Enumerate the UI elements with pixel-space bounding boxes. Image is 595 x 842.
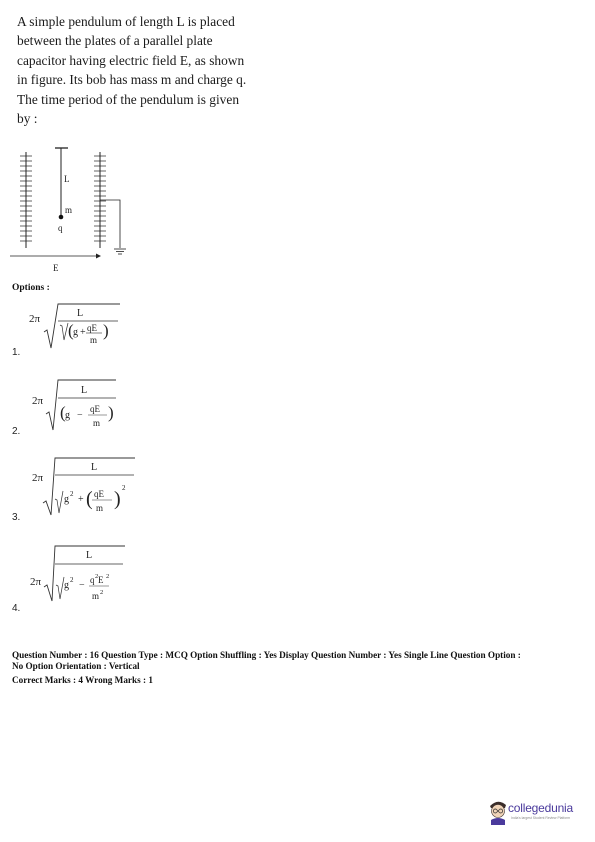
question-line: A simple pendulum of length L is placed bbox=[17, 14, 235, 29]
formula-qE: qE bbox=[94, 489, 104, 499]
svg-text:): ) bbox=[114, 488, 121, 510]
question-meta bbox=[12, 650, 587, 686]
formula-exponent: 2 bbox=[100, 589, 104, 596]
collegedunia-logo bbox=[487, 797, 587, 831]
formula-operator: + bbox=[78, 494, 84, 505]
svg-text:(: ( bbox=[86, 488, 93, 510]
question-line: The time period of the pendulum is given bbox=[17, 91, 240, 107]
formula-coefficient: 2π bbox=[32, 472, 44, 484]
formula-coefficient: 2π bbox=[30, 576, 42, 588]
question-line: in figure. Its bob has mass m and charge q. bbox=[17, 72, 247, 88]
option-2-formula bbox=[28, 378, 128, 434]
field-arrowhead bbox=[96, 254, 101, 259]
formula-g: g bbox=[64, 494, 69, 505]
formula-exponent: 2 bbox=[122, 484, 126, 492]
formula-coefficient: 2π bbox=[29, 313, 41, 325]
formula-g: g bbox=[64, 580, 69, 591]
option-1-number: 1. bbox=[12, 347, 21, 358]
charge-label: q bbox=[58, 223, 63, 233]
formula-numerator: L bbox=[77, 308, 84, 319]
formula-exponent: 2 bbox=[95, 573, 99, 580]
formula-numerator: L bbox=[81, 385, 88, 396]
formula-exponent: 2 bbox=[70, 576, 74, 584]
formula-operator: − bbox=[79, 580, 85, 591]
question-line: by : bbox=[17, 111, 38, 127]
meta-line-1: Question Number : 16 Question Type : MCQ Option Shuffling : Yes Display Question Number : Yes Single Line Question Option : bbox=[12, 650, 521, 660]
question-line: capacitor having electric field E, as shown bbox=[17, 52, 245, 68]
mass-label: m bbox=[65, 205, 73, 215]
formula-g: g bbox=[73, 327, 78, 338]
option-4-number: 4. bbox=[12, 603, 21, 614]
logo-name: collegedunia bbox=[508, 801, 573, 815]
option-3-formula bbox=[28, 455, 148, 517]
logo-mascot-icon bbox=[487, 797, 509, 827]
length-label: L bbox=[64, 174, 70, 184]
formula-exponent: 2 bbox=[70, 490, 74, 498]
field-label: E bbox=[53, 263, 59, 273]
svg-text:(: ( bbox=[60, 403, 66, 422]
svg-text:): ) bbox=[108, 403, 114, 422]
formula-m: m bbox=[96, 503, 104, 513]
formula-operator: − bbox=[77, 410, 83, 421]
question-text bbox=[17, 12, 262, 128]
formula-coefficient: 2π bbox=[32, 395, 44, 407]
options-label: Options : bbox=[12, 283, 50, 293]
svg-text:(: ( bbox=[68, 321, 74, 340]
pendulum-bob bbox=[59, 215, 64, 220]
formula-q: q bbox=[90, 575, 95, 585]
sqrt-sign bbox=[44, 546, 125, 601]
formula-m: m bbox=[92, 591, 100, 601]
formula-E: E bbox=[98, 575, 104, 585]
formula-numerator: L bbox=[91, 462, 98, 473]
formula-m: m bbox=[93, 418, 101, 428]
question-line: between the plates of a parallel plate bbox=[17, 33, 213, 49]
option-3-number: 3. bbox=[12, 512, 21, 523]
option-1-formula bbox=[24, 296, 124, 352]
formula-g: g bbox=[65, 410, 70, 421]
option-4-formula bbox=[27, 543, 137, 609]
option-2-number: 2. bbox=[12, 426, 21, 437]
formula-m: m bbox=[90, 335, 98, 345]
meta-line-2: No Option Orientation : Vertical bbox=[12, 660, 140, 671]
formula-qE: qE bbox=[87, 323, 97, 333]
formula-qE: qE bbox=[90, 404, 100, 414]
svg-text:): ) bbox=[103, 321, 109, 340]
logo-tagline: India's largest Student Review Platform bbox=[511, 816, 571, 820]
marks-info: Correct Marks : 4 Wrong Marks : 1 bbox=[12, 675, 153, 685]
formula-exponent: 2 bbox=[106, 573, 110, 580]
formula-operator: + bbox=[80, 327, 86, 338]
formula-numerator: L bbox=[86, 550, 93, 561]
capacitor-pendulum-figure bbox=[0, 130, 150, 280]
